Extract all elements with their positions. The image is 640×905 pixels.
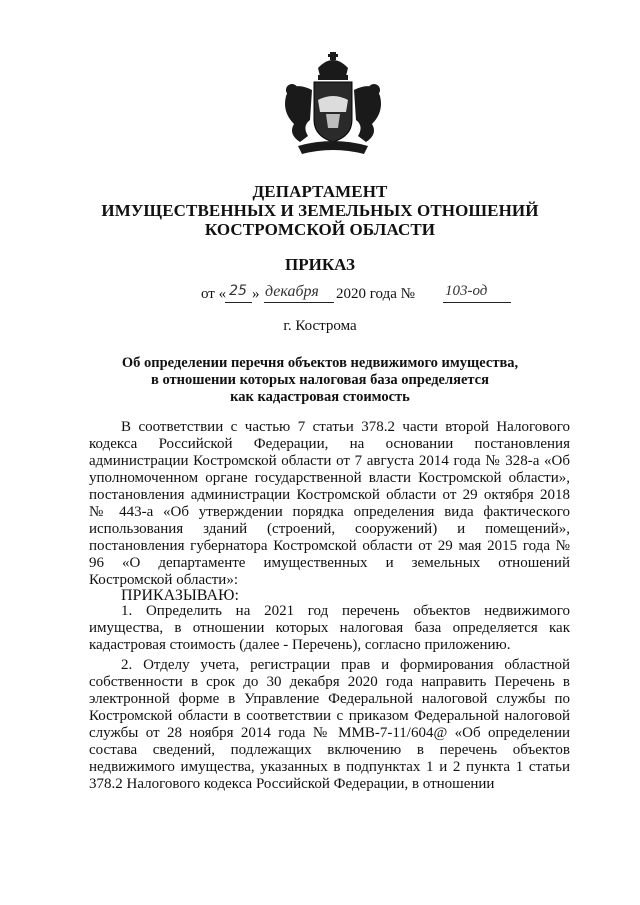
order-month-handwritten: декабря [265,283,319,300]
item-1-text: 1. Определить на 2021 год перечень объектов недвижимого имущества, в отношении которых налоговая база определяется как кадастровая стоимость (далее - Перечень), согласно приложению. [89,603,570,653]
preamble-paragraph [89,419,570,589]
department-line: КОСТРОМСКОЙ ОБЛАСТИ [204,220,436,239]
department-heading [0,182,640,239]
item-2-paragraph [89,657,570,793]
month-underline [264,302,334,303]
day-underline [225,302,252,303]
coat-of-arms-emblem [278,50,388,158]
order-number-handwritten: 103-од [445,283,488,299]
subject-line: в отношении которых налоговая база определяется [151,372,489,388]
order-date-number-line [150,280,510,320]
department-line: ДЕПАРТАМЕНТ [252,182,388,201]
city-line: г. Кострома [283,318,357,334]
number-underline [443,302,511,303]
order-year-label: 2020 года № [336,286,415,302]
order-from-label: от « [201,286,227,302]
document-type-title: ПРИКАЗ [285,255,355,274]
prikazyvayu-label: ПРИКАЗЫВАЮ: [121,587,239,604]
item-1-paragraph [89,603,570,654]
order-quote-close: » [252,286,260,302]
department-line: ИМУЩЕСТВЕННЫХ И ЗЕМЕЛЬНЫХ ОТНОШЕНИЙ [101,201,539,220]
subject-line: Об определении перечня объектов недвижимого имущества, [121,355,519,371]
order-subject [0,355,640,406]
order-day-handwritten: 25 [229,283,247,299]
item-2-text: 2. Отделу учета, регистрации прав и формирования областной собственности в срок до 30 декабря 2020 года направить Перечень в электронной форме в Управление Федеральной налоговой службы по Костромской области в соответствии с приказом Федеральной налоговой службы от 28 ноября 2014 года № ММВ-7-11/604@ «Об определении состава сведений, подлежащих включению в перечень объектов недвижимого имущества, указанных в подпунктах 1 и 2 пункта 1 статьи 378.2 Налогового кодекса Российской Федерации, в отношении [89,657,570,792]
preamble-text: В соответствии с частью 7 статьи 378.2 части второй Налогового кодекса Российской Федерации, на основании постановления администрации Костромской области от 7 августа 2014 года № 328-а «Об уполномоченном органе государственной власти Костромской области», постановления администрации Костромской области от 29 октября 2018 № 443-а «Об утверждении порядка определения вида фактического использования зданий (строений, сооружений) и помещений», постановления губернатора Костромской области от 29 мая 2015 года № 96 «О департаменте имущественных и земельных отношений Костромской области»: [89,419,570,588]
subject-line: как кадастровая стоимость [230,389,410,405]
